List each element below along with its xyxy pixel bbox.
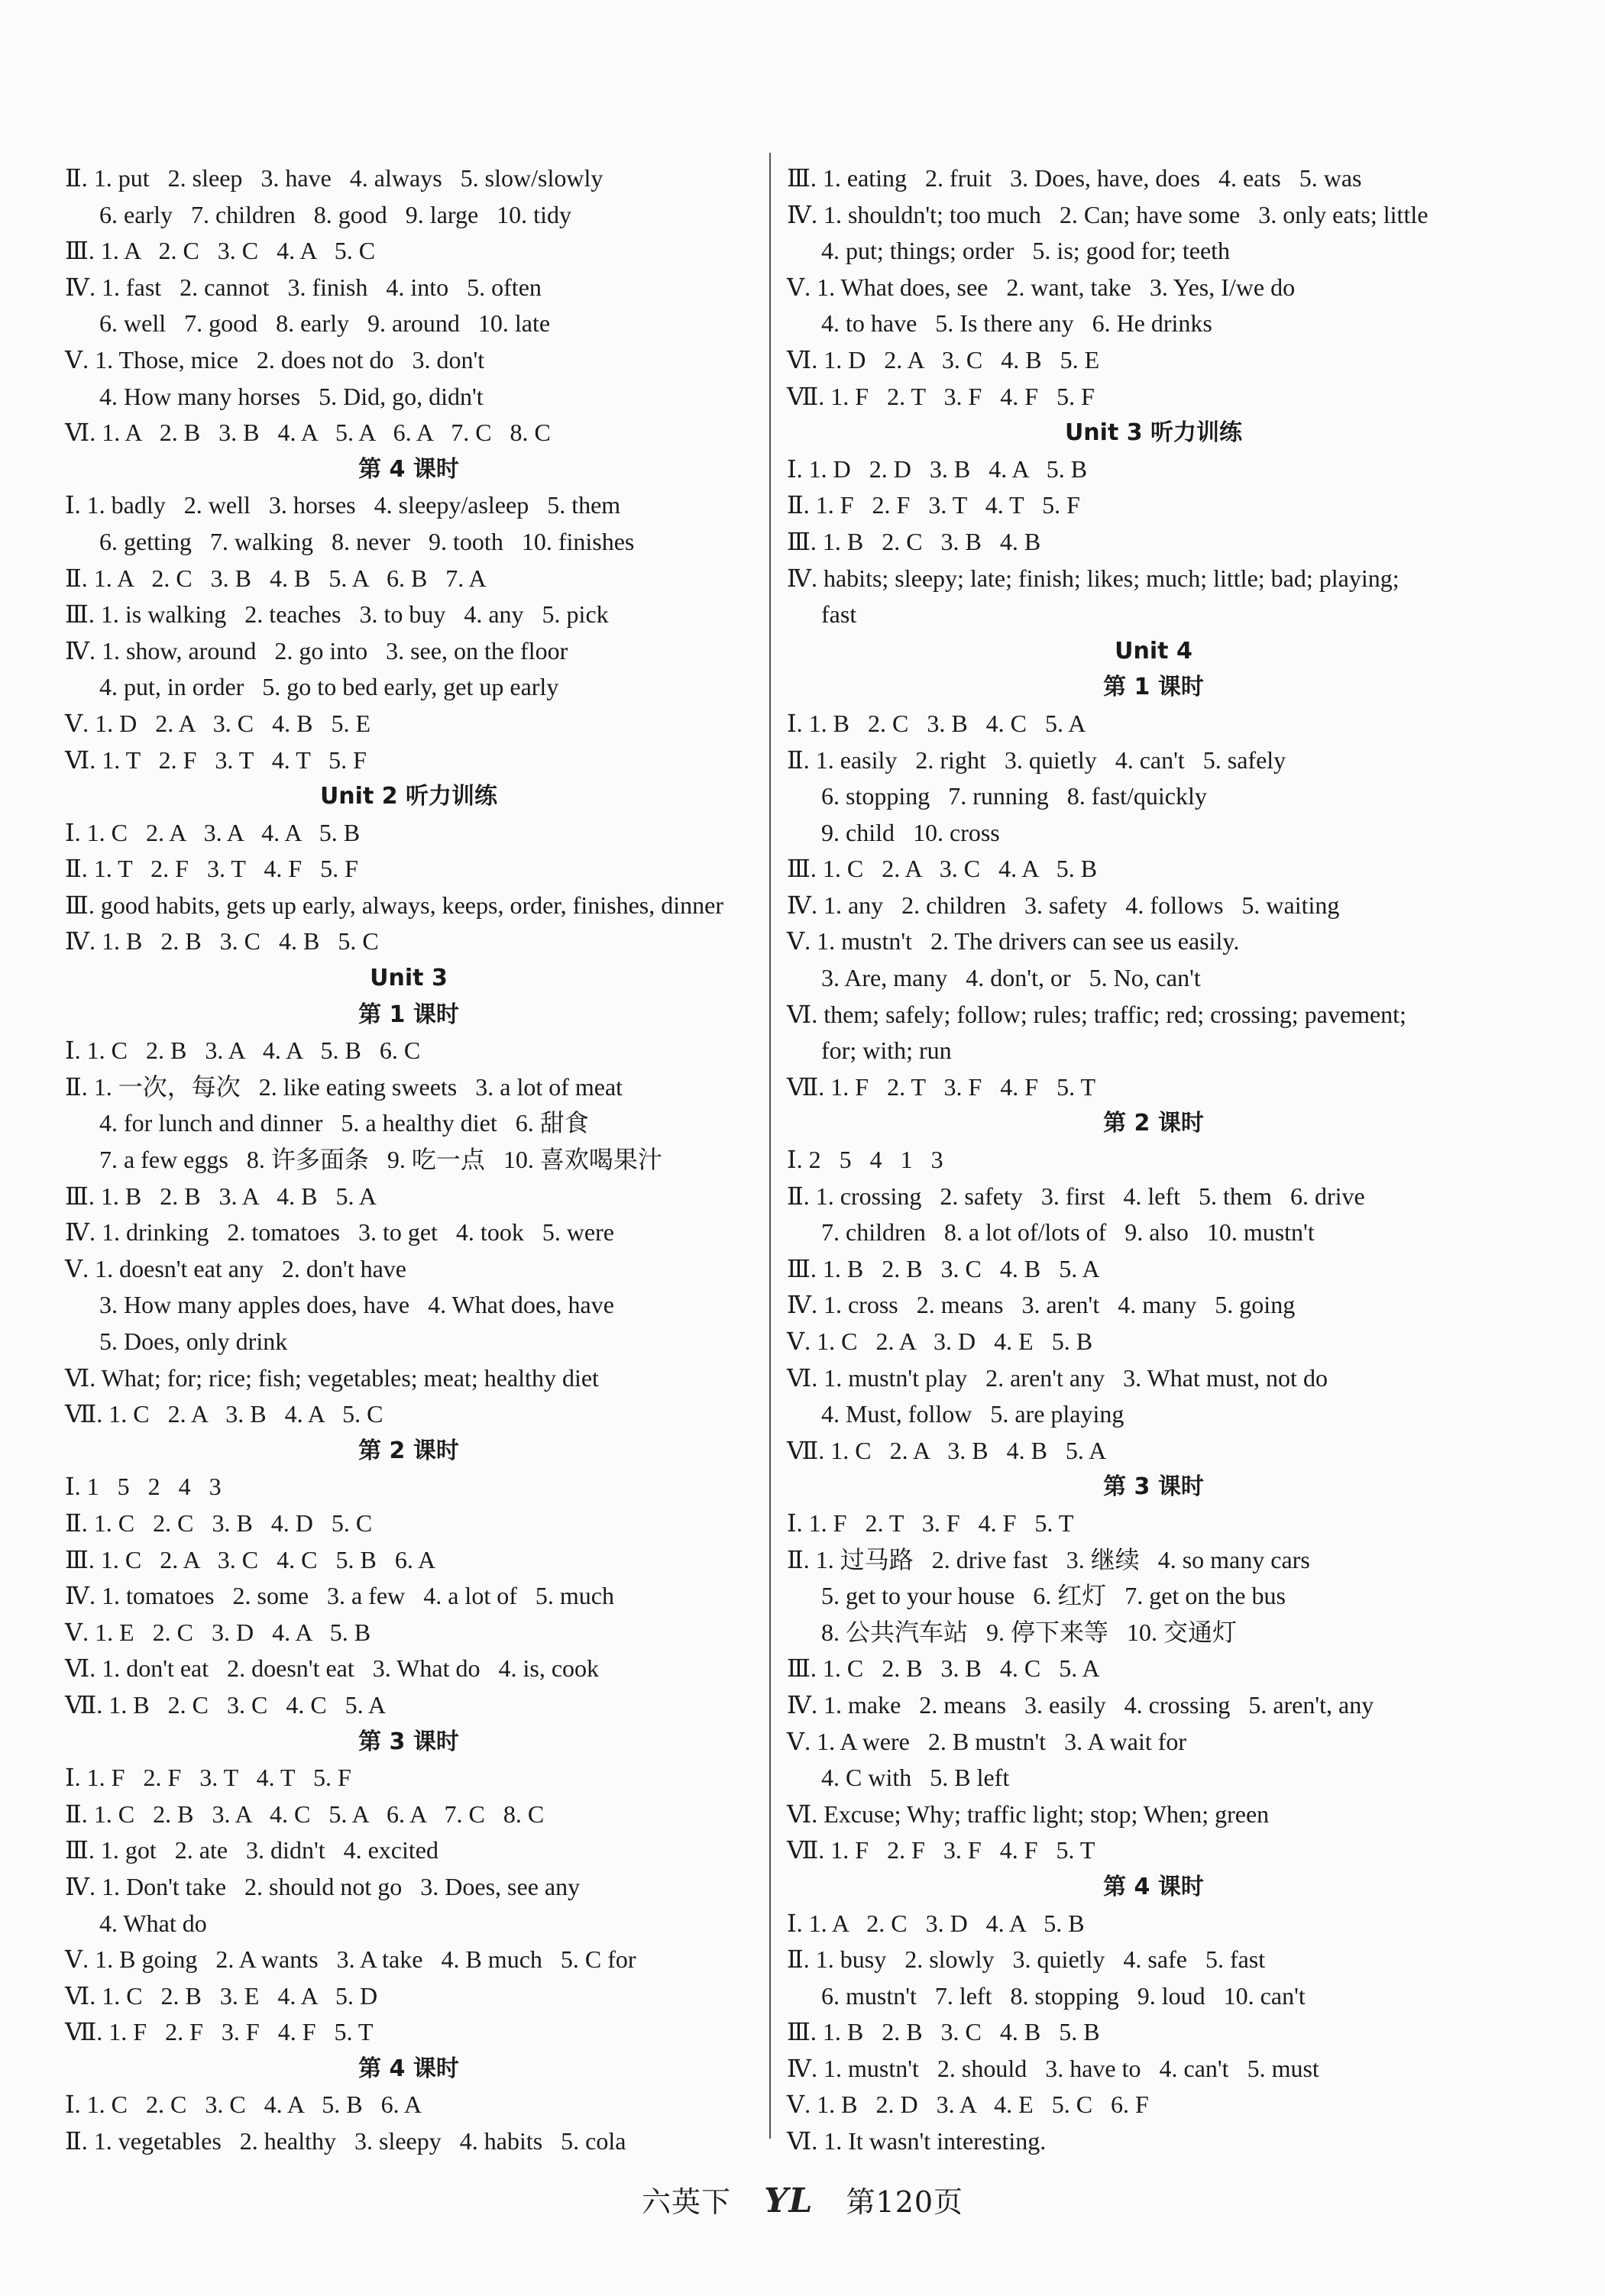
- answer-line: Ⅰ. 1 5 2 4 3: [65, 1473, 222, 1501]
- answer-line: Ⅶ. 1. F 2. F 3. F 4. F 5. T: [787, 1836, 1095, 1864]
- answer-line: Ⅶ. 1. F 2. F 3. F 4. F 5. T: [65, 2018, 374, 2046]
- answer-line: Ⅴ. 1. A were 2. B mustn't 3. A wait for: [787, 1727, 1187, 1755]
- answer-line: 5. Does, only drink: [99, 1327, 288, 1355]
- answer-line: 7. a few eggs 8. 许多面条 9. 吃一点 10. 喜欢喝果汁: [99, 1146, 662, 1174]
- answer-line: 4. How many horses 5. Did, go, didn't: [99, 382, 484, 410]
- answer-line: Ⅵ. 1. A 2. B 3. B 4. A 5. A 6. A 7. C 8. C: [65, 419, 551, 447]
- answer-line: Ⅰ. 1. C 2. C 3. C 4. A 5. B 6. A: [65, 2091, 422, 2119]
- answer-line: Ⅳ. 1. any 2. children 3. safety 4. follows 5. waiting: [787, 891, 1340, 919]
- answer-line: 6. mustn't 7. left 8. stopping 9. loud 10. can't: [821, 1981, 1306, 2010]
- answer-line: Ⅱ. 1. put 2. sleep 3. have 4. always 5. slow/slowly: [65, 164, 603, 192]
- answer-line: Ⅶ. 1. F 2. T 3. F 4. F 5. T: [787, 1072, 1096, 1101]
- answer-line: Ⅱ. 1. crossing 2. safety 3. first 4. left 5. them 6. drive: [787, 1182, 1365, 1210]
- answer-line: Ⅲ. 1. B 2. B 3. A 4. B 5. A: [65, 1182, 377, 1210]
- answer-line: Ⅵ. 1. don't eat 2. doesn't eat 3. What do 4. is, cook: [65, 1654, 600, 1683]
- section-heading: 第 1 课时: [358, 1001, 459, 1028]
- section-heading: Unit 4: [1115, 637, 1192, 665]
- answer-line: Ⅱ. 1. vegetables 2. healthy 3. sleepy 4. habits 5. cola: [65, 2127, 626, 2155]
- answer-line: Ⅱ. 1. C 2. C 3. B 4. D 5. C: [65, 1509, 373, 1537]
- section-heading: 第 4 课时: [358, 455, 459, 483]
- answer-line: Ⅶ. 1. C 2. A 3. B 4. A 5. C: [65, 1400, 383, 1428]
- answer-line: Ⅱ. 1. C 2. B 3. A 4. C 5. A 6. A 7. C 8. C: [65, 1800, 545, 1828]
- answer-line: Ⅱ. 1. busy 2. slowly 3. quietly 4. safe 5. fast: [787, 1945, 1266, 1974]
- answer-line: Ⅵ. What; for; rice; fish; vegetables; meat; healthy diet: [65, 1363, 599, 1392]
- section-heading: 第 2 课时: [1103, 1110, 1204, 1137]
- answer-line: Ⅲ. 1. C 2. A 3. C 4. A 5. B: [787, 855, 1098, 883]
- answer-line: Ⅳ. 1. Don't take 2. should not go 3. Does, see any: [65, 1872, 581, 1900]
- answer-line: 6. stopping 7. running 8. fast/quickly: [821, 782, 1207, 810]
- answer-line: 4. put, in order 5. go to bed early, get up early: [99, 673, 559, 701]
- answer-line: 4. C with 5. B left: [821, 1764, 1010, 1792]
- answer-line: Ⅳ. 1. tomatoes 2. some 3. a few 4. a lot of 5. much: [65, 1582, 614, 1610]
- answer-line: 4. Must, follow 5. are playing: [821, 1400, 1124, 1428]
- section-heading: Unit 3: [370, 965, 448, 992]
- answer-line: Ⅳ. 1. cross 2. means 3. aren't 4. many 5. going: [787, 1291, 1296, 1319]
- section-heading: 第 4 课时: [1103, 1873, 1204, 1900]
- answer-line: Ⅰ. 1. F 2. F 3. T 4. T 5. F: [65, 1764, 351, 1792]
- answer-line: Ⅶ. 1. B 2. C 3. C 4. C 5. A: [65, 1690, 387, 1719]
- answer-line: Ⅳ. 1. show, around 2. go into 3. see, on the floor: [65, 636, 568, 665]
- answer-line: Ⅲ. 1. eating 2. fruit 3. Does, have, does 4. eats 5. was: [787, 164, 1362, 192]
- answer-line: Ⅳ. 1. make 2. means 3. easily 4. crossing 5. aren't, any: [787, 1690, 1374, 1719]
- answer-line: Ⅲ. good habits, gets up early, always, keeps, order, finishes, dinner: [65, 891, 723, 919]
- page-footer: [0, 2178, 1605, 2220]
- answer-line: Ⅵ. 1. It wasn't interesting.: [787, 2127, 1047, 2155]
- answer-line: Ⅶ. 1. C 2. A 3. B 4. B 5. A: [787, 1436, 1107, 1464]
- answer-line: Ⅲ. 1. C 2. B 3. B 4. C 5. A: [787, 1654, 1100, 1683]
- answer-line: 4. What do: [99, 1909, 207, 1937]
- answer-line: Ⅳ. 1. B 2. B 3. C 4. B 5. C: [65, 927, 379, 956]
- section-heading: Unit 3 听力训练: [1064, 419, 1243, 447]
- answer-line: Ⅱ. 1. 过马路 2. drive fast 3. 继续 4. so many cars: [787, 1545, 1310, 1573]
- answer-line: Ⅱ. 1. easily 2. right 3. quietly 4. can't 5. safely: [787, 745, 1286, 774]
- answer-line: 6. early 7. children 8. good 9. large 10. tidy: [99, 200, 571, 228]
- answer-line: Ⅴ. 1. D 2. A 3. C 4. B 5. E: [65, 709, 371, 737]
- column-divider: [769, 153, 771, 2139]
- answer-line: Ⅲ. 1. B 2. B 3. C 4. B 5. A: [787, 1254, 1100, 1282]
- section-heading: 第 3 课时: [358, 1728, 459, 1755]
- page-number: 第120页: [846, 2185, 964, 2219]
- answer-line: Ⅴ. 1. B going 2. A wants 3. A take 4. B much 5. C for: [65, 1945, 636, 1974]
- answer-line: Ⅰ. 1. B 2. C 3. B 4. C 5. A: [787, 709, 1086, 737]
- answer-line: 3. Are, many 4. don't, or 5. No, can't: [821, 964, 1201, 992]
- answer-line: Ⅴ. 1. E 2. C 3. D 4. A 5. B: [65, 1618, 371, 1646]
- answer-line: 7. children 8. a lot of/lots of 9. also 10. mustn't: [821, 1218, 1315, 1247]
- answer-line: Ⅱ. 1. T 2. F 3. T 4. F 5. F: [65, 855, 358, 883]
- section-heading: 第 4 课时: [358, 2055, 459, 2082]
- answer-line: 4. for lunch and dinner 5. a healthy diet 6. 甜食: [99, 1109, 589, 1137]
- answer-line: Ⅳ. 1. mustn't 2. should 3. have to 4. can't 5. must: [787, 2054, 1319, 2082]
- answer-line: Ⅳ. 1. shouldn't; too much 2. Can; have some 3. only eats; little: [787, 200, 1429, 228]
- answer-line: Ⅱ. 1. A 2. C 3. B 4. B 5. A 6. B 7. A: [65, 564, 487, 592]
- answer-line: Ⅲ. 1. B 2. B 3. C 4. B 5. B: [787, 2018, 1100, 2046]
- answer-line: Ⅴ. 1. What does, see 2. want, take 3. Yes, I/we do: [787, 273, 1296, 301]
- answer-line: Ⅴ. 1. B 2. D 3. A 4. E 5. C 6. F: [787, 2091, 1149, 2119]
- answer-line: Ⅲ. 1. B 2. C 3. B 4. B: [787, 527, 1041, 555]
- answer-line: for; with; run: [821, 1036, 952, 1065]
- answer-line: 3. How many apples does, have 4. What does, have: [99, 1291, 614, 1319]
- answer-line: Ⅴ. 1. C 2. A 3. D 4. E 5. B: [787, 1327, 1093, 1355]
- answer-line: 6. well 7. good 8. early 9. around 10. late: [99, 309, 551, 338]
- answer-line: Ⅲ. 1. A 2. C 3. C 4. A 5. C: [65, 237, 376, 265]
- answer-line: 5. get to your house 6. 红灯 7. get on the bus: [821, 1582, 1286, 1610]
- right-column: [787, 160, 1520, 2160]
- answer-line: Ⅵ. 1. mustn't play 2. aren't any 3. What must, not do: [787, 1363, 1328, 1392]
- section-heading: 第 3 课时: [1103, 1473, 1204, 1501]
- answer-line: Ⅵ. them; safely; follow; rules; traffic; red; crossing; pavement;: [787, 1000, 1406, 1028]
- answer-line: Ⅳ. habits; sleepy; late; finish; likes; much; little; bad; playing;: [787, 564, 1400, 592]
- answer-line: Ⅰ. 1. F 2. T 3. F 4. F 5. T: [787, 1509, 1074, 1537]
- left-column: [65, 160, 752, 2160]
- answer-line: Ⅴ. 1. Those, mice 2. does not do 3. don't: [65, 345, 485, 374]
- answer-line: Ⅳ. 1. fast 2. cannot 3. finish 4. into 5. often: [65, 273, 542, 301]
- answer-line: Ⅶ. 1. F 2. T 3. F 4. F 5. F: [787, 382, 1095, 410]
- answer-line: Ⅵ. 1. D 2. A 3. C 4. B 5. E: [787, 345, 1100, 374]
- answer-line: 8. 公共汽车站 9. 停下来等 10. 交通灯: [821, 1618, 1238, 1646]
- section-heading: 第 2 课时: [358, 1437, 459, 1464]
- answer-line: Ⅵ. 1. T 2. F 3. T 4. T 5. F: [65, 745, 367, 774]
- answer-line: Ⅰ. 1. C 2. B 3. A 4. A 5. B 6. C: [65, 1036, 421, 1065]
- answer-line: Ⅳ. 1. drinking 2. tomatoes 3. to get 4. took 5. were: [65, 1218, 614, 1247]
- answer-line: Ⅵ. 1. C 2. B 3. E 4. A 5. D: [65, 1981, 378, 2010]
- answer-line: Ⅴ. 1. doesn't eat any 2. don't have: [65, 1254, 406, 1282]
- answer-line: 6. getting 7. walking 8. never 9. tooth 10. finishes: [99, 527, 635, 555]
- answer-line: Ⅱ. 1. 一次，每次 2. like eating sweets 3. a lot of meat: [65, 1072, 623, 1101]
- answer-line: Ⅰ. 1. C 2. A 3. A 4. A 5. B: [65, 818, 361, 846]
- answer-line: Ⅲ. 1. C 2. A 3. C 4. C 5. B 6. A: [65, 1545, 436, 1573]
- answer-line: Ⅰ. 2 5 4 1 3: [787, 1146, 943, 1174]
- answer-line: Ⅲ. 1. is walking 2. teaches 3. to buy 4. any 5. pick: [65, 600, 609, 629]
- answer-line: 4. to have 5. Is there any 6. He drinks: [821, 309, 1212, 338]
- answer-line: 9. child 10. cross: [821, 818, 1000, 846]
- publisher-logo: YL: [764, 2181, 814, 2220]
- answer-line: Ⅰ. 1. badly 2. well 3. horses 4. sleepy/asleep 5. them: [65, 491, 621, 519]
- answer-line: Ⅱ. 1. F 2. F 3. T 4. T 5. F: [787, 491, 1080, 519]
- answer-line: 4. put; things; order 5. is; good for; teeth: [821, 237, 1231, 265]
- section-heading: 第 1 课时: [1103, 674, 1204, 701]
- grade-label: 六英下: [641, 2185, 731, 2219]
- answer-line: Ⅲ. 1. got 2. ate 3. didn't 4. excited: [65, 1836, 438, 1864]
- section-heading: Unit 2 听力训练: [319, 783, 498, 810]
- answer-line: Ⅴ. 1. mustn't 2. The drivers can see us easily.: [787, 927, 1240, 956]
- answer-line: Ⅰ. 1. D 2. D 3. B 4. A 5. B: [787, 454, 1088, 483]
- answer-line: fast: [821, 600, 857, 629]
- answer-line: Ⅵ. Excuse; Why; traffic light; stop; When; green: [787, 1800, 1270, 1828]
- answer-line: Ⅰ. 1. A 2. C 3. D 4. A 5. B: [787, 1909, 1085, 1937]
